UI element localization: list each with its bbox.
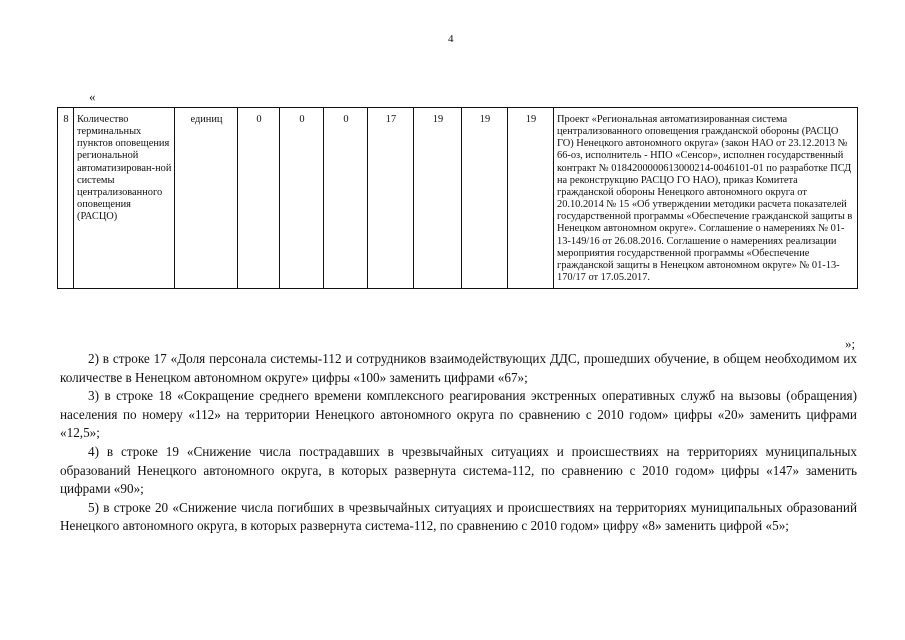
row-number-cell: 8 — [58, 108, 74, 289]
opening-quote-mark: « — [89, 89, 96, 104]
amendment-items — [60, 350, 857, 536]
value-cell-2: 0 — [280, 108, 324, 289]
amendment-item-5: 5) в строке 20 «Снижение числа погибших в чрезвычайных ситуациях и происшествиях на территориях муниципальных образований Ненецкого автономного округа, в которых развернута система-112, по сравнению с 2010 годом» цифру «8» заменить цифрой «5»; — [60, 499, 857, 534]
value-cell-4: 17 — [368, 108, 414, 289]
value-cell-1: 0 — [238, 108, 280, 289]
amendment-item-4: 4) в строке 19 «Снижение числа пострадавших в чрезвычайных ситуациях и происшествиях на территориях муниципальных образований Ненецкого автономного округа, в которых развернута система-112, по сравнению с 2010 годом» цифры «147» заменить цифрами «90»; — [60, 443, 857, 497]
page-number: 4 — [448, 33, 454, 45]
value-cell-3: 0 — [324, 108, 368, 289]
closing-quote-mark: »; — [845, 336, 856, 351]
value-cell-5: 19 — [414, 108, 462, 289]
amendment-item-3: 3) в строке 18 «Сокращение среднего времени комплексного реагирования экстренных оперативных служб на вызовы (обращения) населения по номеру «112» на территории Ненецкого автономного округа по сравнению с 2010 годом» цифры «20» заменить цифрами «12,5»; — [60, 388, 857, 441]
amendment-item-2: 2) в строке 17 «Доля персонала системы-112 и сотрудников взаимодействующих ДДС, прошедших обучение, в общем необходимом их количестве в Ненецком автономном округе» цифры «100» заменить цифрами «67»; — [60, 351, 857, 385]
indicator-name-cell: Количество терминальных пунктов оповещения региональной автоматизирован-ной системы централизованного оповещения (РАСЦО) — [74, 108, 175, 289]
value-cell-7: 19 — [508, 108, 554, 289]
amendment-table — [57, 107, 858, 289]
table-row — [58, 108, 858, 289]
value-cell-6: 19 — [462, 108, 508, 289]
unit-cell: единиц — [175, 108, 238, 289]
source-description-cell: Проект «Региональная автоматизированная система централизованного оповещения гражданской обороны (РАСЦО ГО) Ненецкого автономного округа» (закон НАО от 23.12.2013 № 66-оз, исполнитель - НПО «Сенсор», исполнен государственный контракт № 0184200000613000214-0046101-01 по разработке ПСД на реконструкцию РАСЦО ГО НАО), приказ Комитета гражданской обороны Ненецкого автономного округа от 20.10.2014 № 15 «Об утверждении методики расчета показателей государственной программы «Обеспечение гражданской защиты в Ненецком автономном округе». Соглашение о намерениях № 01-13-149/16 от 26.08.2016. Соглашение о намерениях реализации мероприятия государственной программы «Обеспечение гражданской защиты в Ненецком автономном округе» № 01-13-170/17 от 17.05.2017. — [554, 108, 858, 289]
